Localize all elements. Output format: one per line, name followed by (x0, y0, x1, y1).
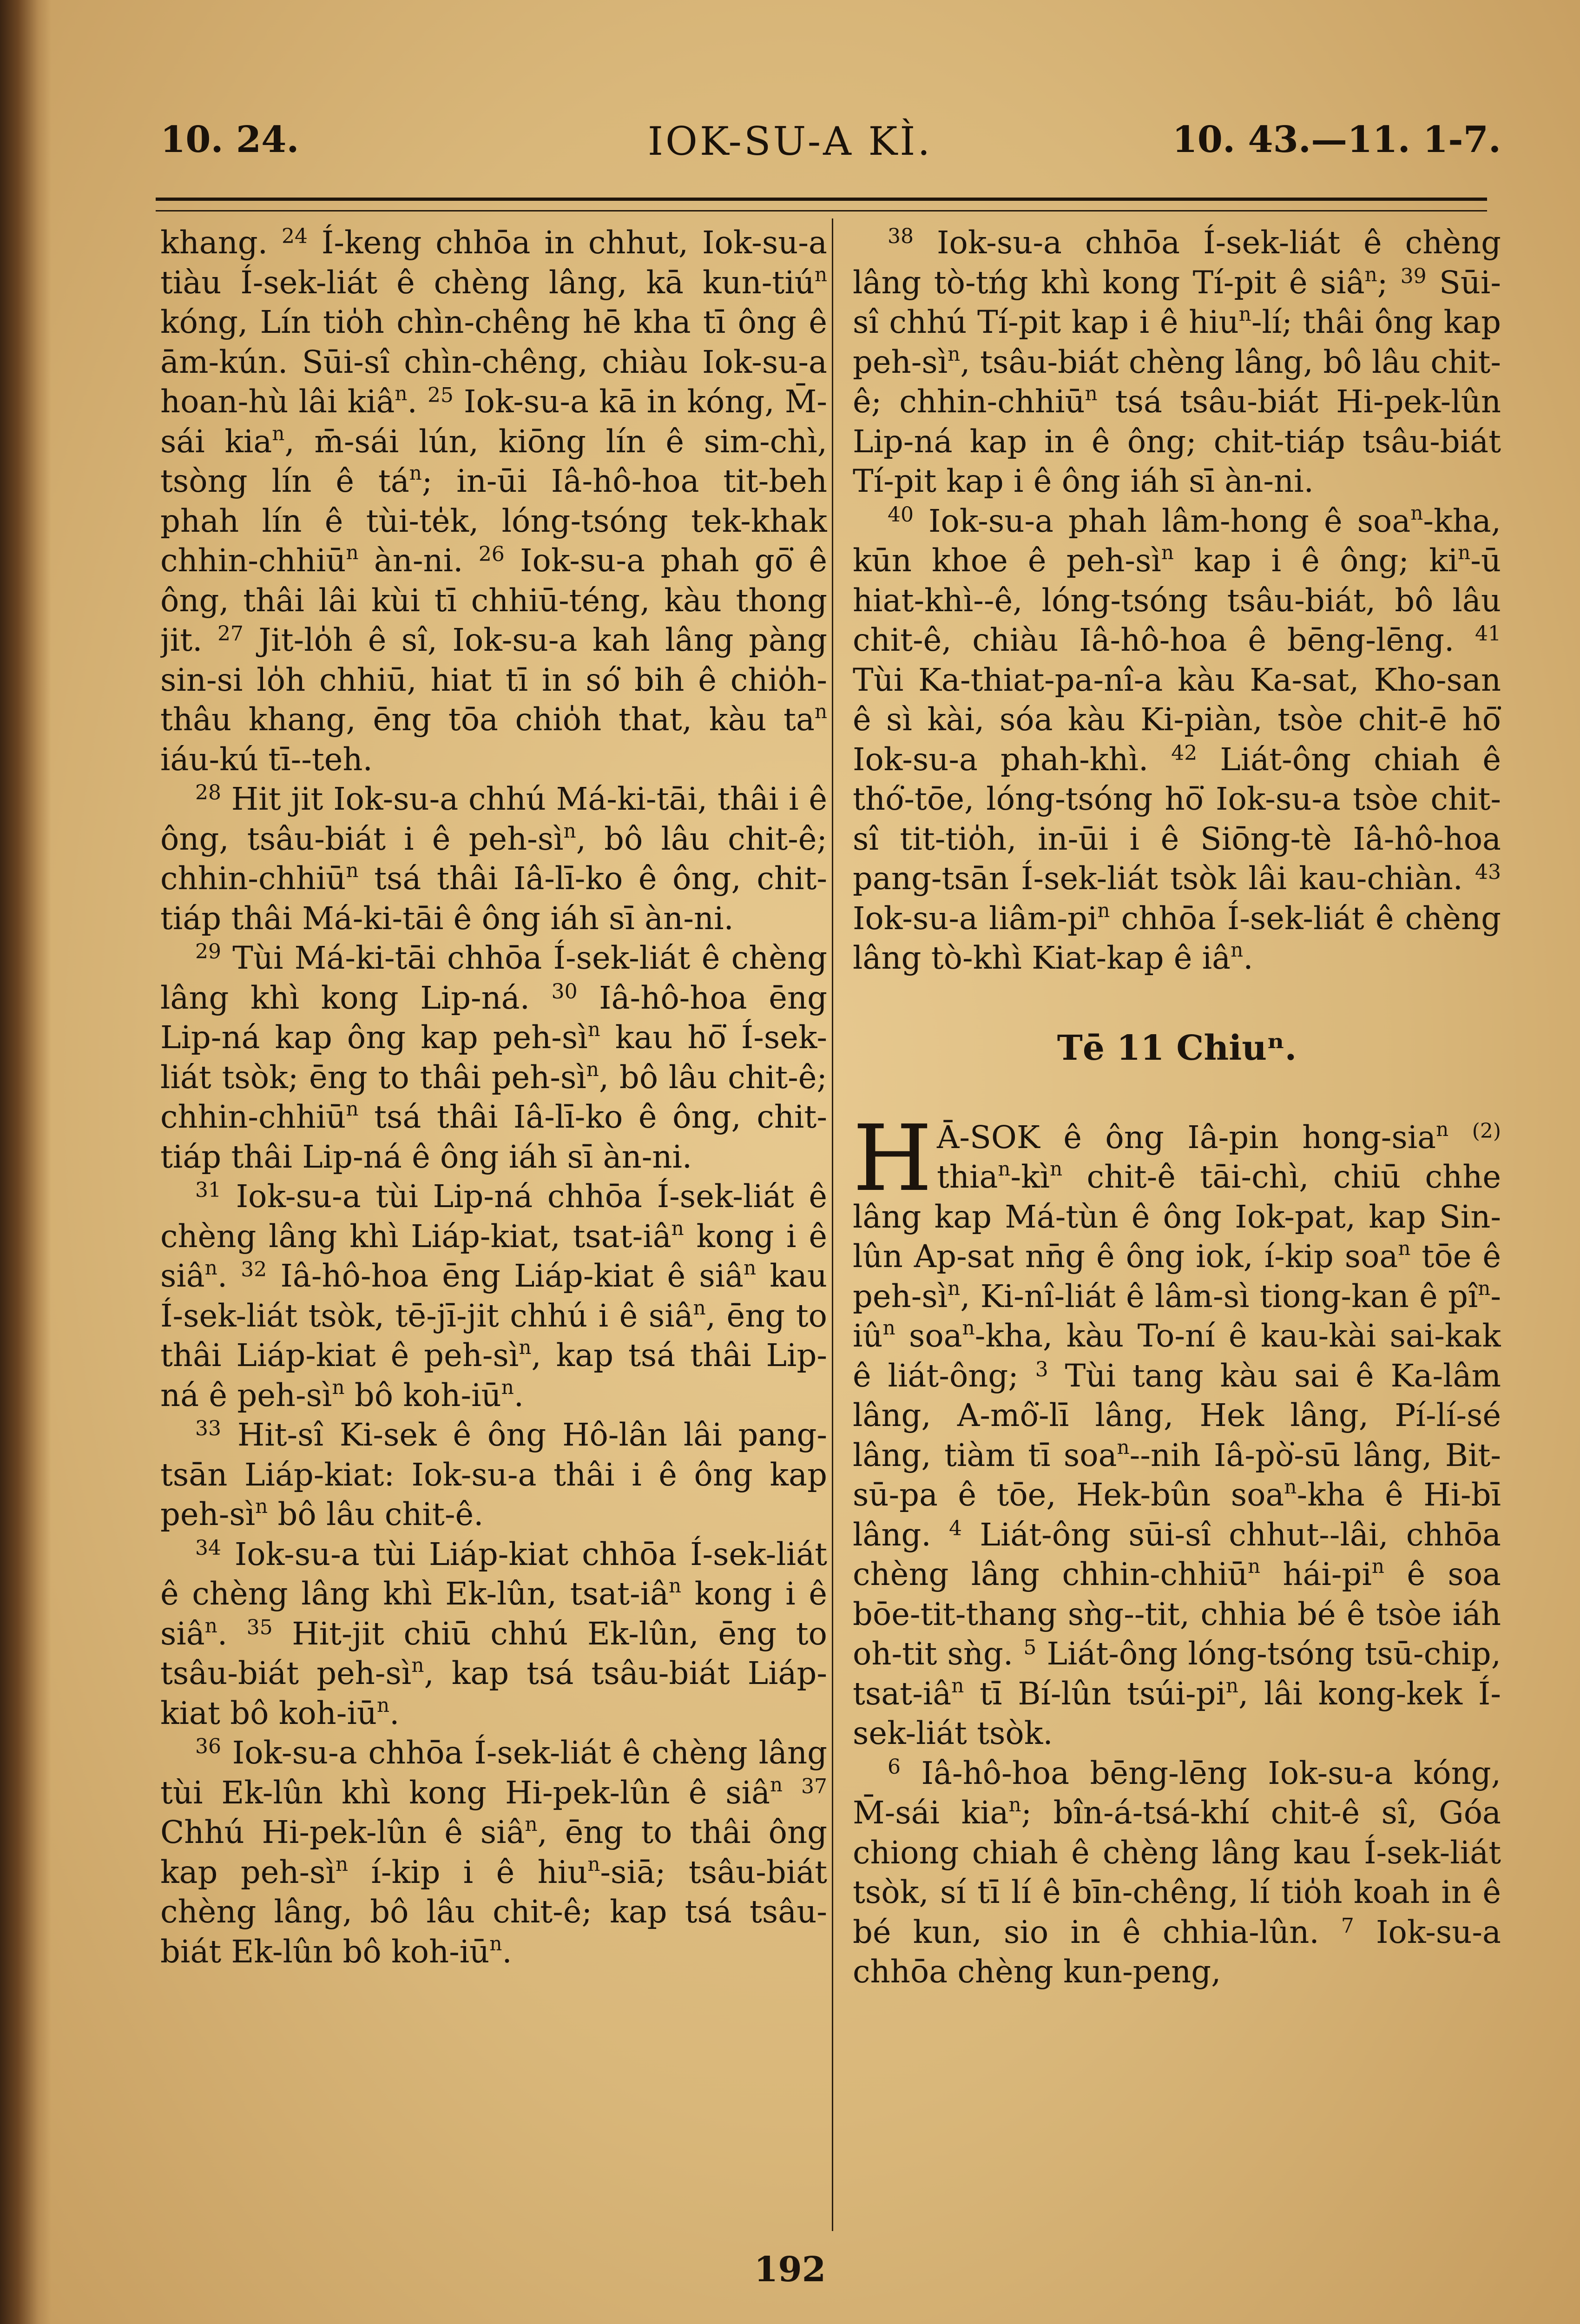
verse-number: 40 (888, 502, 914, 527)
verse-text: Liát-ông sūi-sî chhut--lâi, chhōa chèng lâng chhin-chhiū$^n$ hái-$pi^n$ ê soa bōe-tit-thang sǹg--tit, chhia bé ê tsòe iáh oh-tit sǹg. (853, 1516, 1501, 1672)
verse-number: 32 (241, 1258, 267, 1281)
verse-number: (2) (1472, 1119, 1501, 1143)
verse-text: Iok-su-a phah gō͘ ê ông, thâi lâi kùi tī chhiū-téng, kàu thong jit. (160, 542, 827, 658)
right-column-verses (853, 223, 1501, 978)
paragraph (160, 223, 827, 779)
verse-text: Liát-ông lóng-tsóng tsū-chip, tsat-$iâ^n$ tī Bí-lûn tsúi-$pi^n$, lâi kong-kek Í-sek-liát tsòk. (853, 1636, 1501, 1751)
paragraph (160, 779, 827, 938)
verse-text: Iok-su-a chhōa chèng kun-peng, (853, 1914, 1501, 1990)
header-right-reference: 10. 43.—11. 1-7. (1172, 119, 1501, 161)
verse-number: 4 (949, 1516, 962, 1540)
verse-text: Chhú Hi-pek-lûn ê siâ$^n$, ēng to thâi ông kap peh-$sì^n$ í-kip i ê hiu$^n$-siā; tsâu-biát chèng lâng, bô lâu chit-ê; kap tsá tsâu-biát Ek-lûn bô koh-$iū^n$. (160, 1813, 827, 1970)
verse-text: Sūi-sî chhú Tí-pit kap i ê hiu$^n$-lí; thâi ông kap peh-$sì^n$, tsâu-biát chèng lâng, bô lâu chit-ê; chhin-chhiū$^n$ tsá tsâu-biát Hi-pek-lûn Lip-ná kap in ê ông; chit-tiáp tsâu-biát Tí-pit kap i ê ông iáh sī àn-ni. (853, 264, 1501, 499)
chapter-heading: Tē 11 Chiuⁿ. (1057, 1028, 1297, 1068)
paragraph (853, 502, 1501, 978)
verse-text: Iâ-hô-hoa bēng-lēng Iok-su-a kóng, M̄-sái kia$^n$; bîn-á-tsá-khí chit-ê sî, Góa chiong chiah ê chèng lâng kau Í-sek-liát tsòk, sí tī lí ê bīn-chêng, lí tio̍h koah in ê bé kun, sio in ê chhia-lûn. (853, 1755, 1501, 1950)
book-spine-shadow (0, 0, 51, 2324)
page-number: 192 (754, 2250, 826, 2290)
running-title: IOK-SU-A KÌ. (647, 119, 933, 164)
verse-text: Iâ-hô-hoa ēng Liáp-kiat ê siâ$^n$ kau Í-sek-liát tsòk, tē-jī-jit chhú i ê siâ$^n$, ēng to thâi Liáp-kiat ê peh-$sì^n$, kap tsá thâi Lip-ná ê peh-$sì^n$ bô koh-$iū^n$. (160, 1256, 827, 1413)
verse-number: 3 (1035, 1357, 1048, 1381)
verse-text: Iok-su-a kā in kóng, M̄-sái kia$^n$, m̄-sái lún, kiōng lín ê sim-chì, tsòng lín ê $tá^n$; in-ūi Iâ-hô-hoa tit-beh phah lín ê tùi-te̍k, lóng-tsóng tek-khak chhin-chhiū$^n$ àn-ni. (160, 383, 827, 579)
verse-number: 35 (246, 1615, 273, 1639)
verse-text: Jit-lo̍h ê sî, Iok-su-a kah lâng pàng sin-si lo̍h chhiū, hiat tī in só͘ bih ê chio̍h-thâu khang, ēng tōa chio̍h that, kàu $ta^n$ iáu-kú tī--teh. (160, 622, 827, 778)
verse-number: 7 (1341, 1914, 1354, 1938)
right-text-column (853, 223, 1501, 2278)
verse-number: 41 (1475, 622, 1501, 646)
verse-number: 42 (1171, 741, 1198, 765)
verse-text: Í-keng chhōa in chhut, Iok-su-a tiàu Í-sek-liát ê chèng lâng, kā kun-tiú$^n$ kóng, Lín tio̍h chìn-chêng hē kha tī ông ê ām-kún. Sūi-sî chìn-chêng, chiàu Iok-su-a hoan-hù lâi kiâ$^n$. (160, 224, 827, 420)
header-rule-thick (156, 198, 1487, 201)
verse-text: Hit-jit chiū chhú Ek-lûn, ēng to tsâu-biát peh-$sì^n$, kap tsá tsâu-biát Liáp-kiat bô koh-$iū^n$. (160, 1615, 827, 1731)
verse-text: $thia^n-kì^n$ chit-ê tāi-chì, chiū chhe lâng kap Má-tùn ê ông Iok-pat, kap Sin-lûn Ap-sat nn̄g ê ông iok, í-kip soa$^n$ tōe ê peh-$sì^n$, Ki-nî-liát ê lâm-sì tiong-kan ê $pî^n-iû^n$ soa$^n$-kha, kàu To-ní ê kau-kài sai-kak ê liát-ông; (853, 1157, 1501, 1394)
verse-text: Iok-su-a tùi Liáp-kiat chhōa Í-sek-liát ê chèng lâng khì Ek-lûn, tsat-$iâ^n$ kong i ê siâ$^n$. (160, 1536, 827, 1652)
verse-number: 34 (195, 1536, 221, 1560)
verse-text: Tùi tang kàu sai ê Ka-lâm lâng, A-mô͘-lī lâng, Hek lâng, Pí-lí-sé lâng, tiàm tī soa$^n$--nih Iâ-pò͘-sū lâng, Bit-sū-pa ê tōe, Hek-bûn soa$^n$-kha ê Hi-bī lâng. (853, 1357, 1501, 1553)
verse-number: 26 (478, 542, 505, 566)
verse-number: 25 (427, 383, 454, 407)
left-text-column (160, 223, 827, 2268)
paragraph (160, 1177, 827, 1415)
verse-text: Tùi Má-ki-tāi chhōa Í-sek-liát ê chèng lâng khì kong Lip-ná. (160, 940, 827, 1016)
verse-number: 28 (195, 781, 221, 805)
verse-text: Hit-sî Ki-sek ê ông Hô-lân lâi pang-tsān Liáp-kiat: Iok-su-a thâi i ê ông kap peh-$sì^n$ bô lâu chit-ê. (160, 1417, 827, 1532)
verse-number: 43 (1475, 860, 1501, 884)
paragraph (160, 1535, 827, 1734)
verse-number: 6 (888, 1755, 901, 1779)
verse-number: 24 (281, 224, 308, 248)
paragraph (853, 1105, 1501, 1754)
chapter-opening-text (853, 1105, 1501, 1992)
paragraph (160, 938, 827, 1177)
verse-text: Tùi Ka-thiat-pa-nî-a kàu Ka-sat, Kho-san ê sì kài, sóa kàu Ki-piàn, tsòe chit-ē hō͘ Iok-su-a phah-khì. (853, 661, 1501, 778)
verse-number: 5 (1023, 1636, 1037, 1659)
verse-number: 38 (888, 224, 914, 248)
verse-number: 29 (195, 940, 221, 964)
verse-text: Liát-ông chiah ê thó͘-tōe, lóng-tsóng hō͘ Iok-su-a tsòe chit-sî tit-tio̍h, in-ūi i ê Siōng-tè Iâ-hô-hoa pang-tsān Í-sek-liát tsòk lâi kau-chiàn. (853, 741, 1501, 897)
paragraph (853, 1754, 1501, 1992)
verse-text: Iok-su-a phah lâm-hong ê soa$^n$-kha, kūn khoe ê peh-$sì^n$ kap i ê ông; $ki^n-ū$ hiat-khì--ê, lóng-tsóng tsâu-biát, bô lâu chit-ê, chiàu Iâ-hô-hoa ê bēng-lēng. (853, 501, 1501, 658)
drop-capital: H (853, 1105, 932, 1212)
verse-number: 30 (551, 979, 578, 1004)
verse-number: 36 (195, 1735, 221, 1758)
verse-text: Iok-su-a chhōa Í-sek-liát ê chèng lâng tùi Ek-lûn khì kong Hi-pek-lûn ê siâ$^n$ (160, 1735, 827, 1811)
verse-number: 37 (801, 1774, 827, 1798)
verse-text: Iok-su-a tùi Lip-ná chhōa Í-sek-liát ê chèng lâng khì Liáp-kiat, tsat-$iâ^n$ kong i ê siâ$^n$. (160, 1178, 827, 1294)
paragraph (853, 223, 1501, 502)
verse-number: 27 (217, 622, 244, 646)
verse-number: 33 (195, 1417, 221, 1440)
paragraph (160, 1733, 827, 1972)
verse-text: Iok-su-a liâm-$pi^n$ chhōa Í-sek-liát ê chèng lâng tò-khì Kiat-kap ê $iâ^n$. (853, 898, 1501, 976)
verse-text: Ā-SOK ê ông Iâ-pin hong-sia$^n$ (936, 1117, 1449, 1155)
verse-text: Iok-su-a chhōa Í-sek-liát ê chèng lâng tò-tńg khì kong Tí-pit ê siâ$^n$; (853, 224, 1501, 301)
verse-number: 39 (1400, 264, 1427, 288)
header-left-reference: 10. 24. (160, 119, 299, 161)
column-divider (832, 218, 833, 2231)
verse-text: Iâ-hô-hoa ēng Lip-ná kap ông kap peh-$sì^n$ kau hō͘ Í-sek-liát tsòk; ēng to thâi peh-$sì^n$, bô lâu chit-ê; chhin-chhiū$^n$ tsá thâi Iâ-lī-ko ê ông, chit-tiáp thâi Lip-ná ê ông iáh sī àn-ni. (160, 979, 827, 1175)
header-rule-thin (156, 210, 1487, 211)
paragraph (160, 1415, 827, 1535)
verse-text: Hit jit Iok-su-a chhú Má-ki-tāi, thâi i ê ông, tsâu-biát i ê peh-$sì^n$, bô lâu chit-ê; chhin-chhiū$^n$ tsá thâi Iâ-lī-ko ê ông, chit-tiáp thâi Má-ki-tāi ê ông iáh sī àn-ni. (160, 781, 827, 937)
verse-text: khang. (160, 224, 282, 261)
verse-number: 31 (195, 1178, 221, 1202)
